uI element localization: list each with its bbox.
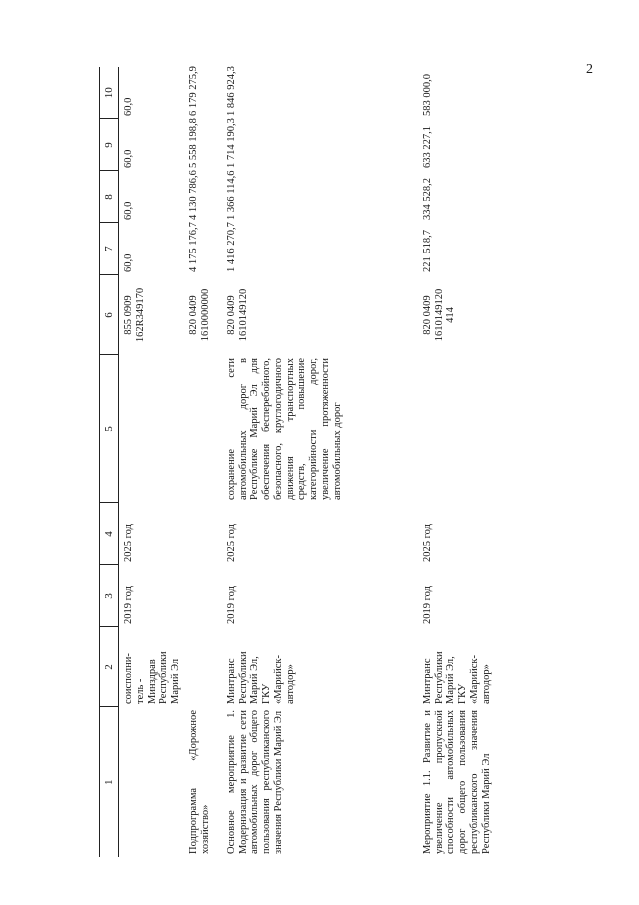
value-cell: 60,0 — [123, 253, 134, 272]
value-cell: 1 846 924,3 — [225, 66, 237, 116]
header-cell: 9 — [100, 119, 119, 171]
rotated-table-container — [99, 67, 629, 857]
page-number: 2 — [586, 62, 593, 77]
value-cell: 4 175 176,7 — [187, 222, 199, 272]
start-year-cell: 2019 год — [123, 586, 134, 624]
table-row — [222, 67, 418, 857]
executor-cell — [184, 627, 222, 707]
result-cell — [418, 355, 522, 503]
value-cell: 633 227,1 — [421, 126, 433, 168]
end-year-cell: 2025 год — [123, 524, 134, 562]
header-cell: 5 — [100, 355, 119, 503]
value-cell: 5 558 198,8 — [187, 118, 199, 168]
header-cell: 2 — [100, 627, 119, 707]
budget-code-cell: 820 0409 1610149120 — [225, 288, 249, 342]
program-name-cell: Мероприятие 1.1. Развитие и увеличение пропускной способности автомобильных дорог общего пользования республиканского значения Республики Марий Эл — [421, 710, 492, 854]
header-row — [100, 67, 119, 857]
budget-table — [99, 67, 522, 857]
header-cell: 4 — [100, 503, 119, 565]
value-cell: 60,0 — [123, 97, 134, 116]
budget-code-cell: 820 0409 1610000000 — [187, 288, 211, 342]
program-name-cell: Подпрограмма «Дорожное хозяйство» — [187, 710, 211, 854]
header-cell: 3 — [100, 565, 119, 627]
value-cell: 1 714 190,3 — [225, 118, 237, 168]
table-row — [418, 67, 522, 857]
value-cell: 60,0 — [123, 201, 134, 220]
value-cell: 6 179 275,9 — [187, 66, 199, 116]
end-year-cell: 2025 год — [225, 524, 237, 562]
header-cell: 6 — [100, 275, 119, 355]
value-cell: 221 518,7 — [421, 230, 433, 272]
value-cell: 1 416 270,7 — [225, 222, 237, 272]
header-cell: 10 — [100, 67, 119, 119]
result-cell: сохранение сети автомобильных дорог в Республике Марий Эл для обеспечения бесперебойного, безопасного, круглогодичного движения транспортных средств, повышение категорийности дорог, увеличение протяженности автомобильных дорог — [225, 358, 343, 500]
value-cell: 583 000,0 — [421, 74, 433, 116]
executor-cell: Минтранс Республики Марий Эл, ГКУ «Марийск- автодор» — [421, 651, 492, 704]
program-name-cell: Основное мероприятие 1. Модернизация и развитие сети автомобильных дорог общего пользования республиканского значения Республики Марий Эл — [225, 710, 284, 854]
header-cell: 8 — [100, 171, 119, 223]
value-cell: 1 366 114,6 — [225, 170, 237, 220]
executor-cell: Минтранс Республики Марий Эл, ГКУ «Марийск- автодор» — [225, 651, 296, 704]
header-cell: 1 — [100, 707, 119, 857]
result-cell — [184, 355, 222, 503]
start-year-cell — [184, 565, 222, 627]
result-cell — [119, 355, 184, 503]
value-cell: 60,0 — [123, 149, 134, 168]
budget-code-cell: 820 0409 1610149120 414 — [421, 288, 457, 342]
budget-code-cell: 855 0909 162R349170 — [123, 287, 146, 343]
start-year-cell: 2019 год — [421, 586, 433, 624]
program-name-cell — [119, 707, 184, 857]
header-cell: 7 — [100, 223, 119, 275]
value-cell: 334 528,2 — [421, 178, 433, 220]
executor-cell: соисполни- тель - Минздрав Республики Марий Эл — [123, 651, 181, 704]
end-year-cell — [184, 503, 222, 565]
end-year-cell: 2025 год — [421, 524, 433, 562]
table-row — [184, 67, 222, 857]
start-year-cell: 2019 год — [225, 586, 237, 624]
value-cell: 4 130 786,6 — [187, 170, 199, 220]
table-row — [119, 67, 184, 857]
